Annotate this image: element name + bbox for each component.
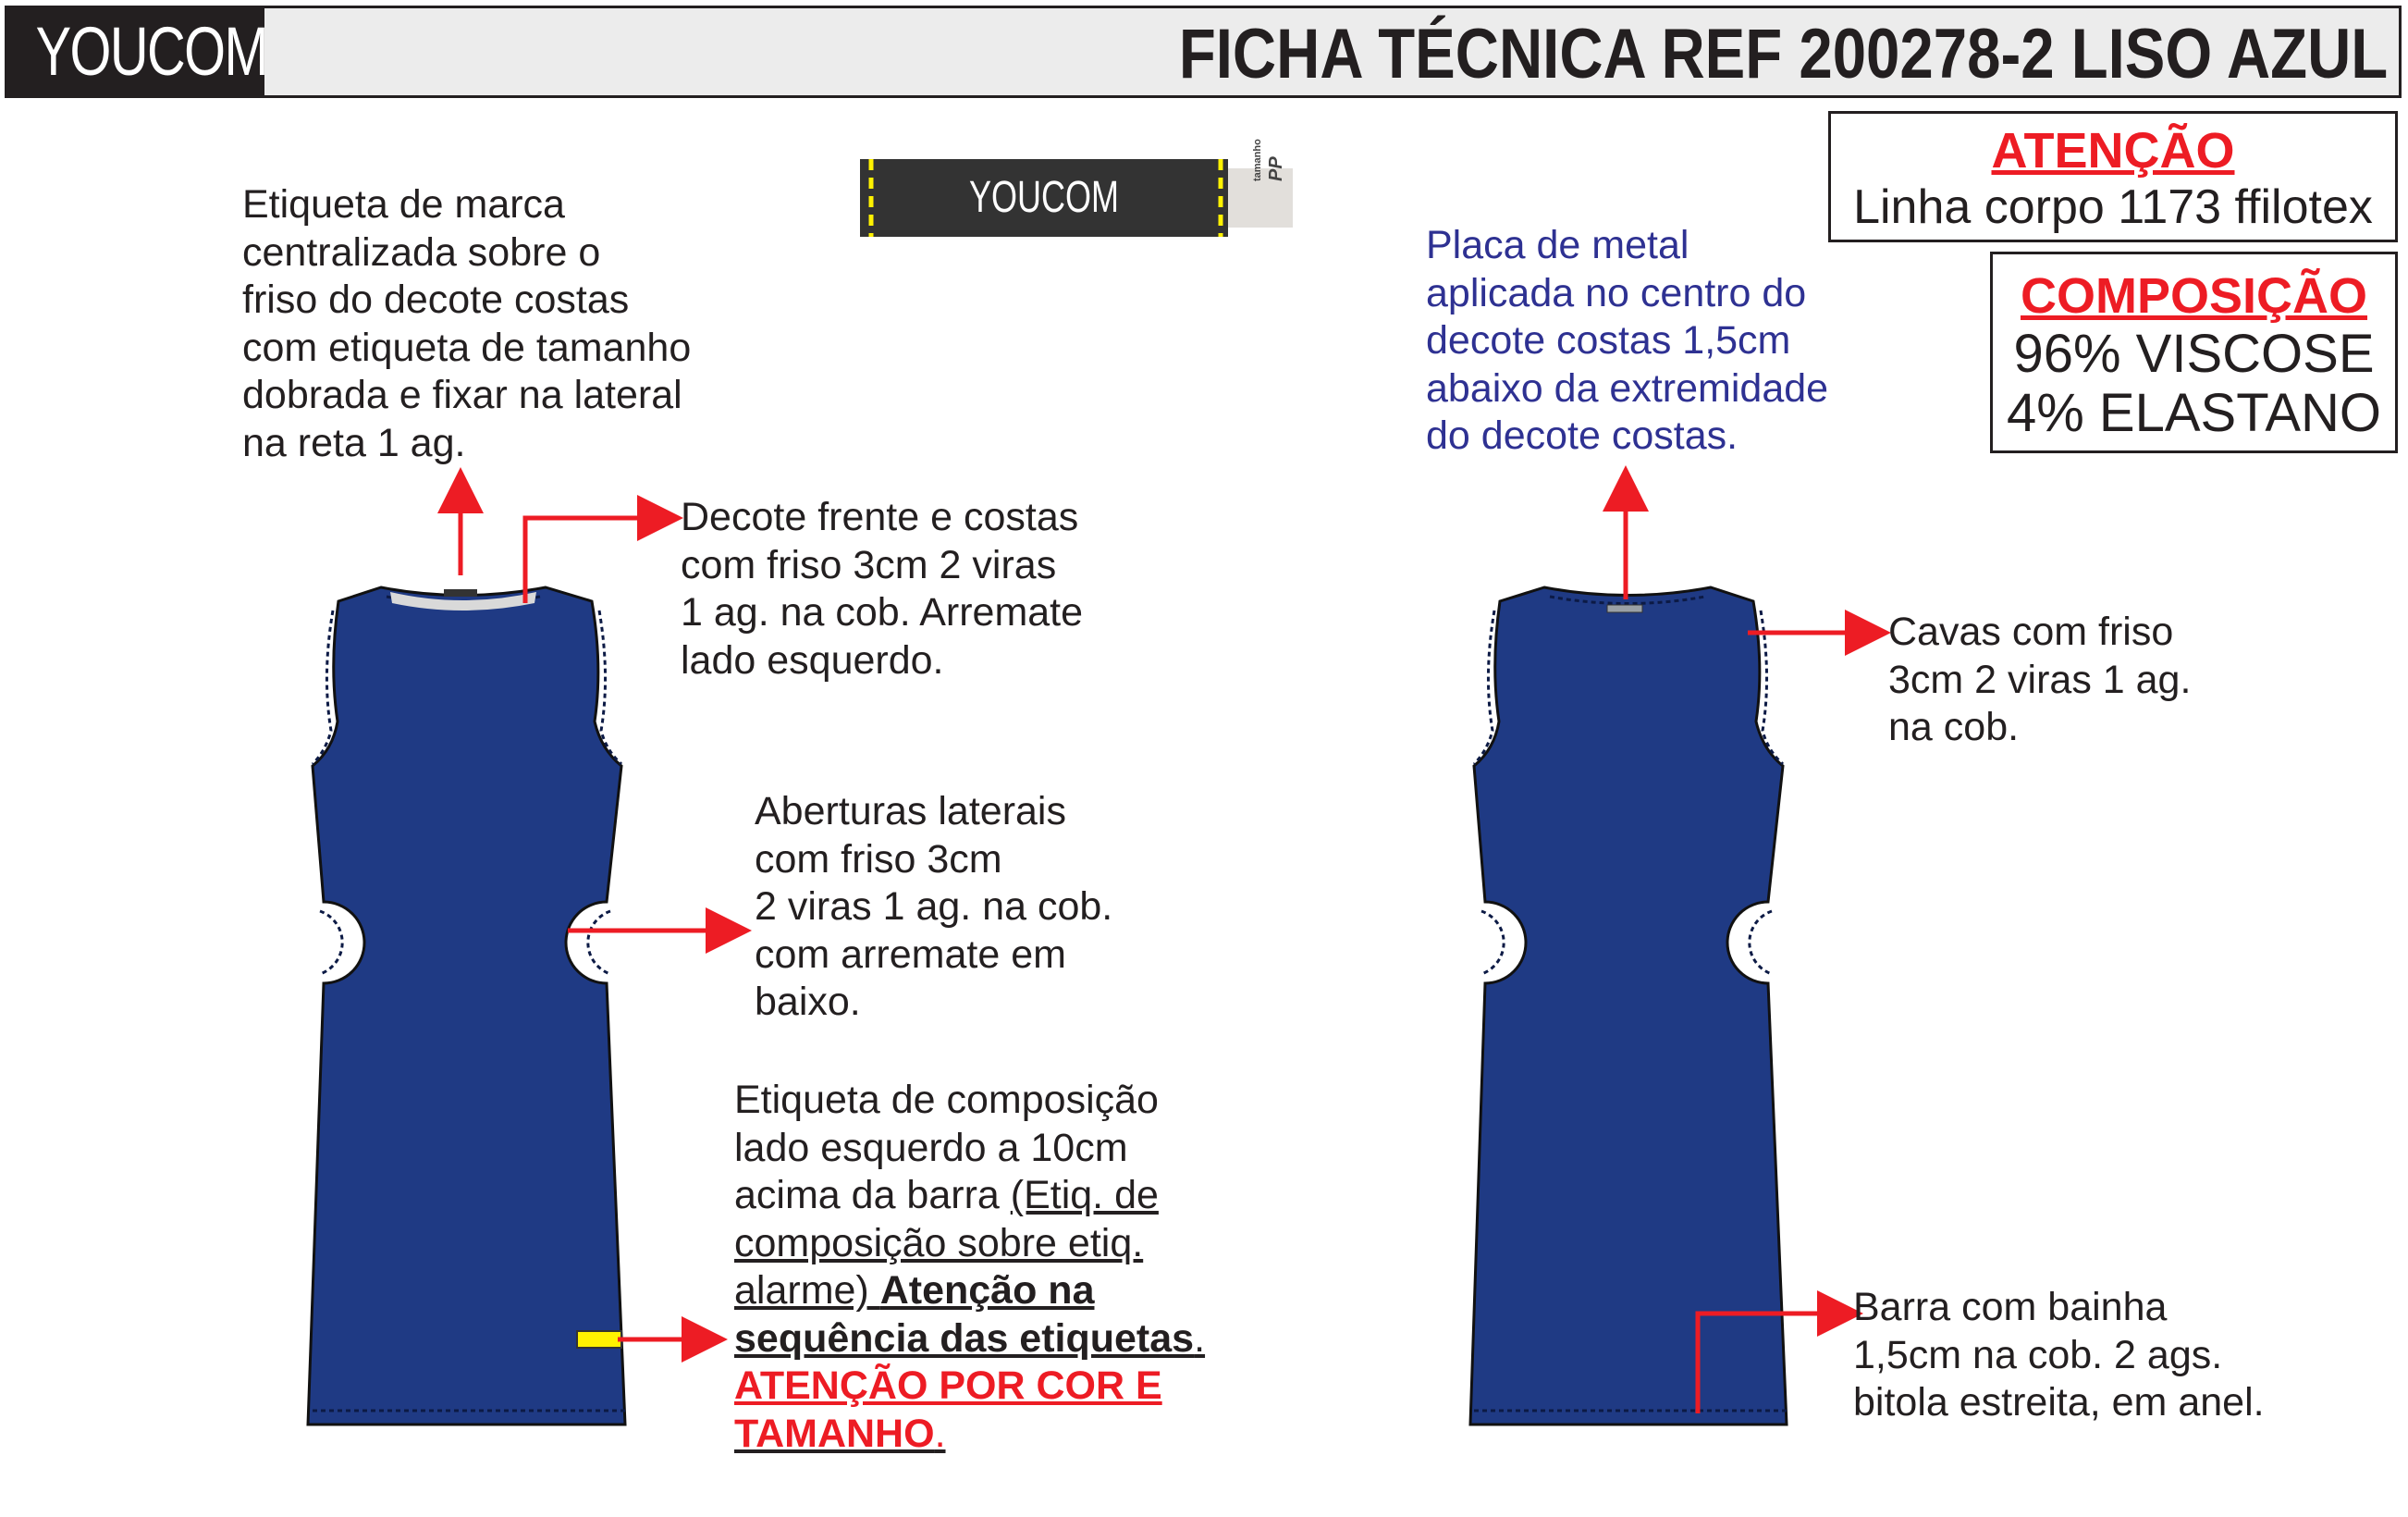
attention-heading: ATENÇÃO	[1991, 123, 2235, 179]
hem-note: Barra com bainha 1,5cm na cob. 2 ags. bitola estreita, em anel.	[1853, 1285, 2265, 1424]
composition-note-line-6	[734, 1315, 1252, 1363]
composition-line-1: 96% VISCOSE	[2013, 324, 2375, 384]
brand-label-note: Etiqueta de marca centralizada sobre o friso do decote costas com etiqueta de tamanho dobrada e fixar na lateral na reta 1 ag.	[242, 182, 692, 465]
composition-note-line-3-plain: acima da barra	[734, 1173, 1011, 1217]
composition-note-line-5-plain: alarme)	[734, 1268, 880, 1313]
composition-note-line-1: Etiqueta de composição	[734, 1078, 1159, 1122]
composition-note-line-6-bold: sequência das etiquetas	[734, 1315, 1195, 1361]
composition-note-line-4: composição sobre etiq.	[734, 1220, 1144, 1265]
composition-note-line-8	[734, 1411, 1252, 1459]
page-title: FICHA TÉCNICA REF 200278-2 LISO AZUL	[1178, 15, 2388, 93]
attention-box	[1828, 111, 2398, 242]
composition-heading: COMPOSIÇÃO	[2020, 268, 2368, 324]
composition-note-line-3-underlined: (Etiq. de	[1010, 1173, 1159, 1217]
composition-box	[1990, 252, 2398, 453]
side-openings-note: Aberturas laterais com friso 3cm 2 viras 1 ag. na cob. com arremate em baixo.	[755, 789, 1113, 1024]
composition-label-note	[734, 1077, 1252, 1458]
metal-plate	[1607, 605, 1642, 612]
size-tag-value: PP	[1266, 156, 1286, 181]
composition-note-line-2: lado esquerdo a 10cm	[734, 1125, 1128, 1170]
brand-label-logo: YOUCOM	[969, 173, 1119, 222]
composition-label-marker	[577, 1331, 621, 1348]
neckline-note: Decote frente e costas com friso 3cm 2 viras 1 ag. na cob. Arremate lado esquerdo.	[681, 495, 1084, 683]
back-dress	[1470, 587, 1787, 1424]
composition-note-line-3	[734, 1172, 1252, 1220]
composition-note-line-5	[734, 1267, 1252, 1315]
composition-note-line-8-red: TAMANHO	[734, 1411, 935, 1456]
brand-logo-text: YOUCOM	[35, 13, 267, 90]
composition-note-line-6-tail: .	[1194, 1315, 1206, 1361]
attention-text: Linha corpo 1173 ffilotex	[1853, 180, 2373, 234]
metal-plate-note: Placa de metal aplicada no centro do decote costas 1,5cm abaixo da extremidade do decote costas.	[1426, 223, 1829, 458]
size-tag-caption: tamanho	[1252, 139, 1263, 181]
composition-note-line-5-bold: Atenção na	[879, 1268, 1095, 1313]
front-dress	[308, 587, 625, 1424]
composition-line-2: 4% ELASTANO	[2006, 383, 2382, 443]
armholes-note: Cavas com friso 3cm 2 viras 1 ag. na cob.	[1888, 610, 2192, 749]
front-brand-label	[444, 589, 477, 597]
composition-note-line-8-tail: .	[934, 1411, 946, 1456]
composition-note-line-7: ATENÇÃO POR COR E	[734, 1363, 1162, 1408]
